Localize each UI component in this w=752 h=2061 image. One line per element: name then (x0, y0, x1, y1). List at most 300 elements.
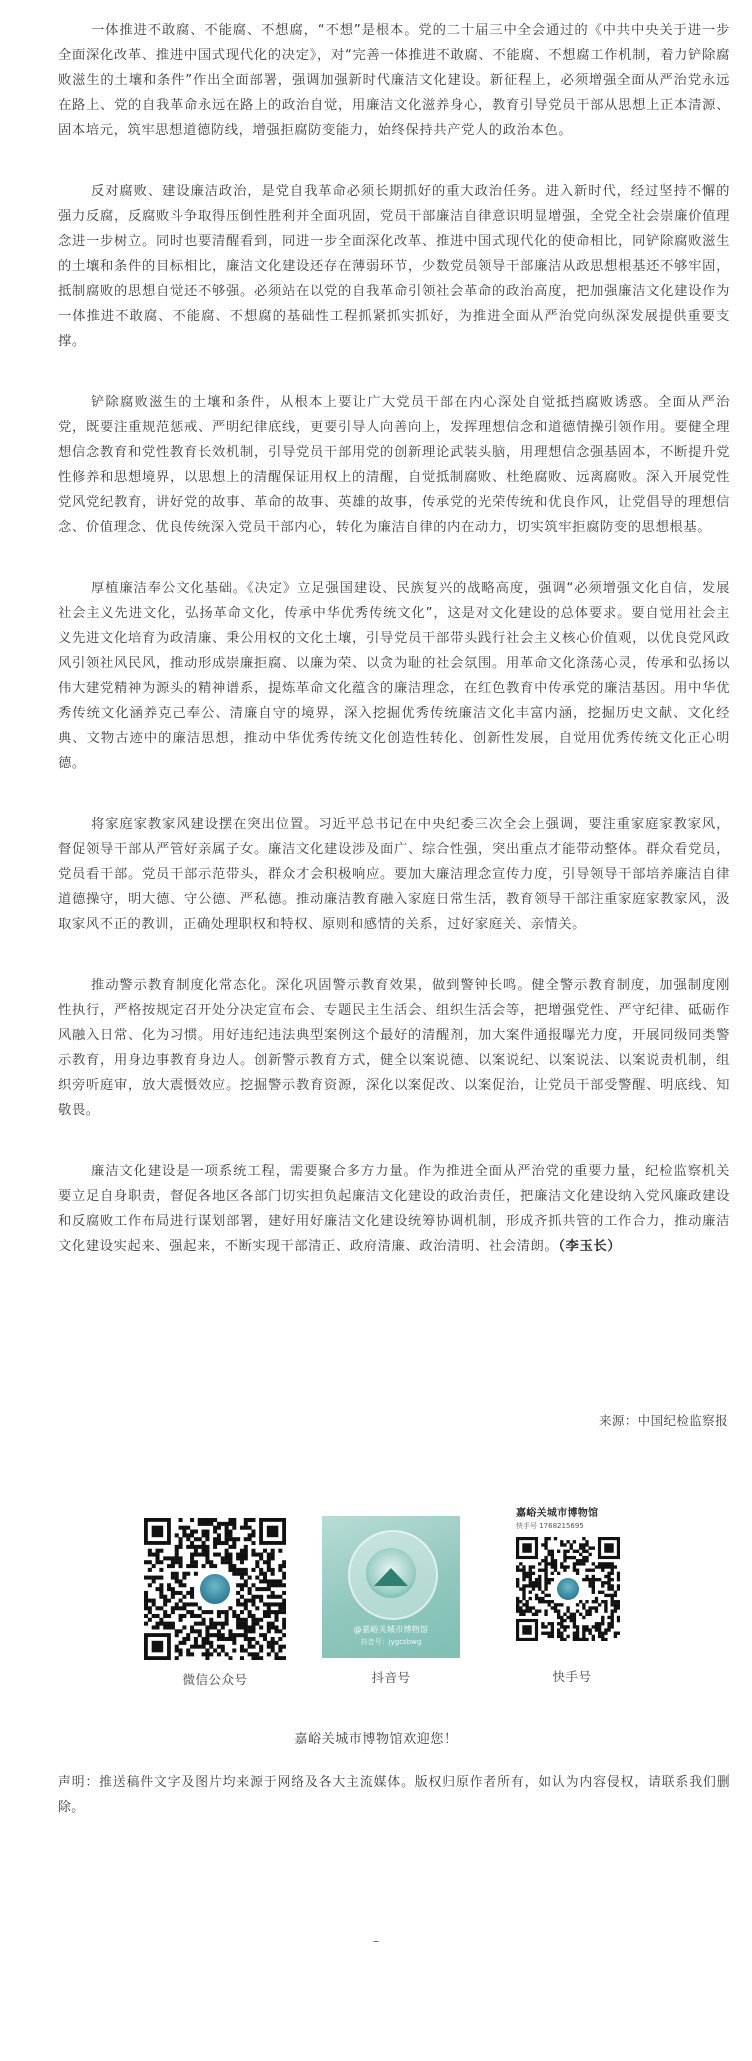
article-paragraph-7-text: 廉洁文化建设是一项系统工程，需要聚合多方力量。作为推进全面从严治党的重要力量，纪检监察机关要立足自身职责，督促各地区各部门切实担负起廉洁文化建设的政治责任，把廉洁文化建设纳入党风廉政建设和反腐败工作布局进行谋划部署，建好用好廉洁文化建设统筹协调机制，形成齐抓共管的工作合力，推动廉洁文化建设实起来、强起来，不断实现干部清正、政府清廉、政治清明、社会清朗。 (58, 1164, 730, 1254)
qr-module (255, 1606, 259, 1610)
qr-module (551, 1562, 554, 1565)
qr-module (563, 1625, 566, 1628)
qr-module (171, 1625, 175, 1629)
qr-module (576, 1609, 579, 1612)
qr-module (167, 1622, 171, 1626)
qr-module (202, 1522, 206, 1526)
qr-module (598, 1578, 601, 1581)
qr-module (225, 1652, 229, 1656)
qr-module (614, 1609, 617, 1612)
qr-module (529, 1609, 532, 1612)
qr-module (163, 1556, 167, 1560)
qr-module (617, 1572, 620, 1575)
qr-module (535, 1584, 538, 1587)
qr-module (544, 1584, 547, 1587)
qr-module (251, 1553, 255, 1557)
qr-module (582, 1578, 585, 1581)
qr-module (179, 1556, 183, 1560)
qr-module (159, 1591, 163, 1595)
qr-module (255, 1560, 259, 1564)
qr-module (607, 1575, 610, 1578)
qr-module (248, 1625, 252, 1629)
qr-module (228, 1637, 232, 1641)
qr-module (282, 1656, 286, 1660)
qr-module (248, 1645, 252, 1649)
qr-module (240, 1576, 244, 1580)
qr-module (560, 1622, 563, 1625)
qr-module (198, 1537, 202, 1541)
qr-module (236, 1625, 240, 1629)
qr-module (251, 1518, 255, 1522)
qr-module (516, 1569, 519, 1572)
qr-module (598, 1591, 601, 1594)
qr-module (271, 1595, 275, 1599)
qr-module (538, 1575, 541, 1578)
qr-module (228, 1564, 232, 1568)
qr-module (182, 1526, 186, 1530)
qr-module (263, 1576, 267, 1580)
qr-module (240, 1622, 244, 1626)
qr-module (522, 1594, 525, 1597)
kuaishou-id: 快手号 1768215695 (516, 1522, 584, 1530)
qr-module (560, 1543, 563, 1546)
qr-module (255, 1595, 259, 1599)
qr-module (186, 1602, 190, 1606)
qr-module (570, 1613, 573, 1616)
qr-module (240, 1572, 244, 1576)
qr-module (236, 1599, 240, 1603)
qr-module (538, 1587, 541, 1590)
qr-module (205, 1641, 209, 1645)
qr-module (516, 1581, 519, 1584)
qr-module (228, 1629, 232, 1633)
qr-module (163, 1614, 167, 1618)
qr-module (217, 1614, 221, 1618)
qr-module (579, 1600, 582, 1603)
qr-module (566, 1609, 569, 1612)
kuaishou-qr-code[interactable] (516, 1537, 620, 1641)
qr-module (563, 1613, 566, 1616)
qr-module (236, 1553, 240, 1557)
qr-module (592, 1638, 595, 1641)
qr-module (582, 1603, 585, 1606)
qr-module (576, 1625, 579, 1628)
qr-module (573, 1540, 576, 1543)
qr-module (244, 1648, 248, 1652)
qr-module (576, 1562, 579, 1565)
qr-module (522, 1587, 525, 1590)
qr-module (614, 1603, 617, 1606)
qr-module (182, 1572, 186, 1576)
qr-module (209, 1618, 213, 1622)
qr-module (282, 1625, 286, 1629)
qr-module (548, 1562, 551, 1565)
qr-module (251, 1614, 255, 1618)
qr-module (179, 1579, 183, 1583)
qr-module (205, 1556, 209, 1560)
qr-module (566, 1565, 569, 1568)
qr-module (282, 1633, 286, 1637)
qr-module (244, 1556, 248, 1560)
qr-module (267, 1583, 271, 1587)
qr-module (159, 1587, 163, 1591)
qr-module (551, 1600, 554, 1603)
qr-module (267, 1645, 271, 1649)
qr-module (156, 1556, 160, 1560)
qr-module (171, 1610, 175, 1614)
qr-module (551, 1578, 554, 1581)
qr-module (186, 1533, 190, 1537)
qr-module (175, 1633, 179, 1637)
qr-module (259, 1656, 263, 1660)
qr-module (282, 1560, 286, 1564)
qr-module (585, 1609, 588, 1612)
qr-module (175, 1579, 179, 1583)
qr-module (248, 1629, 252, 1633)
qr-module (179, 1591, 183, 1595)
qr-module (236, 1572, 240, 1576)
qr-module (588, 1628, 591, 1631)
qr-module (163, 1602, 167, 1606)
qr-module (282, 1583, 286, 1587)
qr-module (585, 1540, 588, 1543)
qr-module (570, 1556, 573, 1559)
qr-module (271, 1645, 275, 1649)
qr-module (601, 1635, 604, 1638)
qr-module (217, 1610, 221, 1614)
qr-module (175, 1656, 179, 1660)
qr-module (251, 1595, 255, 1599)
qr-module (278, 1602, 282, 1606)
qr-module (175, 1648, 179, 1652)
qr-module (175, 1553, 179, 1557)
article-body (58, 18, 730, 1295)
qr-module (541, 1597, 544, 1600)
mountain-icon (374, 1568, 408, 1586)
douyin-card-id: 抖音号：jygcsbwg (360, 1638, 422, 1646)
qr-module (232, 1564, 236, 1568)
qr-module (163, 1599, 167, 1603)
qr-module (274, 1579, 278, 1583)
qr-module (588, 1632, 591, 1635)
qr-module (598, 1603, 601, 1606)
qr-module (144, 1606, 148, 1610)
qr-module (244, 1518, 248, 1522)
qr-module (607, 1587, 610, 1590)
qr-module (522, 1603, 525, 1606)
source-line: 来源：中国纪检监察报 (598, 1413, 728, 1428)
qr-module (579, 1613, 582, 1616)
qr-module (263, 1610, 267, 1614)
qr-module (595, 1597, 598, 1600)
qr-module (607, 1565, 610, 1568)
qr-module (271, 1602, 275, 1606)
qr-module (240, 1568, 244, 1572)
qr-module (611, 1619, 614, 1622)
qr-module (548, 1578, 551, 1581)
qr-module (255, 1553, 259, 1557)
qr-module (148, 1618, 152, 1622)
qr-module (573, 1619, 576, 1622)
qr-module (228, 1533, 232, 1537)
qr-module (529, 1578, 532, 1581)
qr-module (548, 1635, 551, 1638)
qr-module (595, 1578, 598, 1581)
qr-module (278, 1564, 282, 1568)
qr-module (232, 1572, 236, 1576)
qr-module (592, 1587, 595, 1590)
qr-module (182, 1614, 186, 1618)
qr-module (159, 1606, 163, 1610)
qr-module (592, 1578, 595, 1581)
qr-module (259, 1556, 263, 1560)
qr-module (209, 1564, 213, 1568)
qr-module (611, 1622, 614, 1625)
qr-module (544, 1537, 547, 1540)
qr-module (236, 1622, 240, 1626)
qr-module (554, 1565, 557, 1568)
qr-module (240, 1625, 244, 1629)
qr-module (232, 1541, 236, 1545)
qr-module (152, 1614, 156, 1618)
qr-module (225, 1560, 229, 1564)
qr-module (255, 1641, 259, 1645)
qr-module (202, 1645, 206, 1649)
qr-module (179, 1652, 183, 1656)
qr-module (551, 1559, 554, 1562)
qr-module (601, 1600, 604, 1603)
qr-module (205, 1518, 209, 1522)
qr-module (582, 1638, 585, 1641)
qr-module (267, 1602, 271, 1606)
qr-module (182, 1641, 186, 1645)
qr-module (544, 1578, 547, 1581)
qr-module (248, 1518, 252, 1522)
qr-module (544, 1594, 547, 1597)
qr-module (601, 1584, 604, 1587)
qr-module (592, 1546, 595, 1549)
qr-module (607, 1584, 610, 1587)
qr-module (566, 1606, 569, 1609)
qr-module (611, 1565, 614, 1568)
qr-module (205, 1533, 209, 1537)
qr-module (225, 1537, 229, 1541)
qr-module (144, 1599, 148, 1603)
qr-module (271, 1572, 275, 1576)
qr-module (560, 1632, 563, 1635)
qr-module (244, 1568, 248, 1572)
qr-module (221, 1522, 225, 1526)
museum-logo-icon (197, 1571, 233, 1607)
wechat-qr-code[interactable] (144, 1518, 286, 1660)
qr-module (529, 1584, 532, 1587)
qr-module (525, 1584, 528, 1587)
qr-module (159, 1576, 163, 1580)
qr-module (560, 1616, 563, 1619)
qr-module (182, 1637, 186, 1641)
qr-module (205, 1530, 209, 1534)
kuaishou-caption: 快手号 (552, 1669, 592, 1684)
qr-module (271, 1625, 275, 1629)
qr-module (548, 1581, 551, 1584)
qr-module (576, 1628, 579, 1631)
qr-module (598, 1635, 601, 1638)
qr-module (179, 1648, 183, 1652)
qr-module (244, 1606, 248, 1610)
qr-module (278, 1606, 282, 1610)
qr-module (538, 1584, 541, 1587)
qr-module (576, 1572, 579, 1575)
qr-module (213, 1553, 217, 1557)
qr-module (232, 1518, 236, 1522)
qr-module (244, 1549, 248, 1553)
qr-module (548, 1622, 551, 1625)
qr-module (144, 1602, 148, 1606)
qr-module (159, 1618, 163, 1622)
qr-module (525, 1575, 528, 1578)
qr-module (167, 1587, 171, 1591)
qr-module (560, 1625, 563, 1628)
qr-module (560, 1540, 563, 1543)
qr-module (248, 1610, 252, 1614)
qr-module (194, 1530, 198, 1534)
qr-module (259, 1633, 263, 1637)
qr-module (522, 1572, 525, 1575)
qr-module (267, 1610, 271, 1614)
qr-module (144, 1591, 148, 1595)
qr-module (225, 1610, 229, 1614)
qr-module (278, 1549, 282, 1553)
qr-module (209, 1622, 213, 1626)
qr-module (544, 1613, 547, 1616)
qr-module (175, 1602, 179, 1606)
qr-module (573, 1556, 576, 1559)
qr-module (186, 1648, 190, 1652)
qr-module (213, 1537, 217, 1541)
qr-module (251, 1645, 255, 1649)
qr-module (171, 1556, 175, 1560)
qr-module (240, 1602, 244, 1606)
qr-module (271, 1583, 275, 1587)
qr-module (259, 1568, 263, 1572)
qr-module (259, 1595, 263, 1599)
qr-module (611, 1587, 614, 1590)
qr-module (232, 1633, 236, 1637)
qr-module (282, 1622, 286, 1626)
qr-module (579, 1546, 582, 1549)
qr-module (175, 1533, 179, 1537)
qr-module (611, 1597, 614, 1600)
qr-module (271, 1556, 275, 1560)
qr-module (274, 1583, 278, 1587)
qr-module (519, 1606, 522, 1609)
qr-module (532, 1587, 535, 1590)
douyin-qr-card[interactable] (322, 1516, 460, 1658)
qr-module (152, 1602, 156, 1606)
qr-module (244, 1602, 248, 1606)
qr-module (163, 1625, 167, 1629)
qr-module (175, 1606, 179, 1610)
qr-module (217, 1541, 221, 1545)
qr-module (563, 1569, 566, 1572)
qr-module (182, 1530, 186, 1534)
qr-module (144, 1614, 148, 1618)
qr-module (244, 1537, 248, 1541)
qr-module (563, 1550, 566, 1553)
qr-module (255, 1622, 259, 1626)
qr-module (554, 1569, 557, 1572)
qr-module (573, 1635, 576, 1638)
qr-module (167, 1556, 171, 1560)
qr-module (182, 1625, 186, 1629)
qr-module (205, 1537, 209, 1541)
qr-module (240, 1595, 244, 1599)
qr-module (582, 1606, 585, 1609)
qr-module (519, 1600, 522, 1603)
qr-module (604, 1628, 607, 1631)
qr-module (259, 1645, 263, 1649)
qr-module (148, 1553, 152, 1557)
qr-module (202, 1545, 206, 1549)
qr-module (274, 1602, 278, 1606)
qr-module (251, 1637, 255, 1641)
qr-module (588, 1553, 591, 1556)
qr-module (579, 1562, 582, 1565)
qr-module (248, 1591, 252, 1595)
qr-module (541, 1559, 544, 1562)
qr-module (601, 1632, 604, 1635)
qr-module (221, 1625, 225, 1629)
qr-module (282, 1606, 286, 1610)
qr-module (554, 1609, 557, 1612)
qr-module (595, 1565, 598, 1568)
qr-module (598, 1562, 601, 1565)
qr-module (159, 1549, 163, 1553)
qr-module (244, 1545, 248, 1549)
qr-module (209, 1560, 213, 1564)
qr-module (179, 1564, 183, 1568)
qr-module (244, 1599, 248, 1603)
qr-module (551, 1628, 554, 1631)
qr-module (582, 1556, 585, 1559)
qr-module (601, 1638, 604, 1641)
qr-module (573, 1562, 576, 1565)
qr-module (202, 1518, 206, 1522)
qr-module (213, 1633, 217, 1637)
qr-module (548, 1537, 551, 1540)
qr-module (213, 1648, 217, 1652)
qr-module (282, 1576, 286, 1580)
qr-module (144, 1576, 148, 1580)
qr-module (156, 1622, 160, 1626)
qr-module (244, 1633, 248, 1637)
qr-module (217, 1652, 221, 1656)
qr-module (532, 1572, 535, 1575)
qr-module (522, 1584, 525, 1587)
qr-module (278, 1656, 282, 1660)
qr-module (221, 1633, 225, 1637)
qr-module (248, 1576, 252, 1580)
qr-module (595, 1609, 598, 1612)
qr-module (617, 1603, 620, 1606)
qr-module (611, 1578, 614, 1581)
qr-module (167, 1583, 171, 1587)
qr-module (209, 1522, 213, 1526)
qr-module (259, 1579, 263, 1583)
qr-module (213, 1530, 217, 1534)
qr-module (182, 1583, 186, 1587)
qr-module (202, 1610, 206, 1614)
